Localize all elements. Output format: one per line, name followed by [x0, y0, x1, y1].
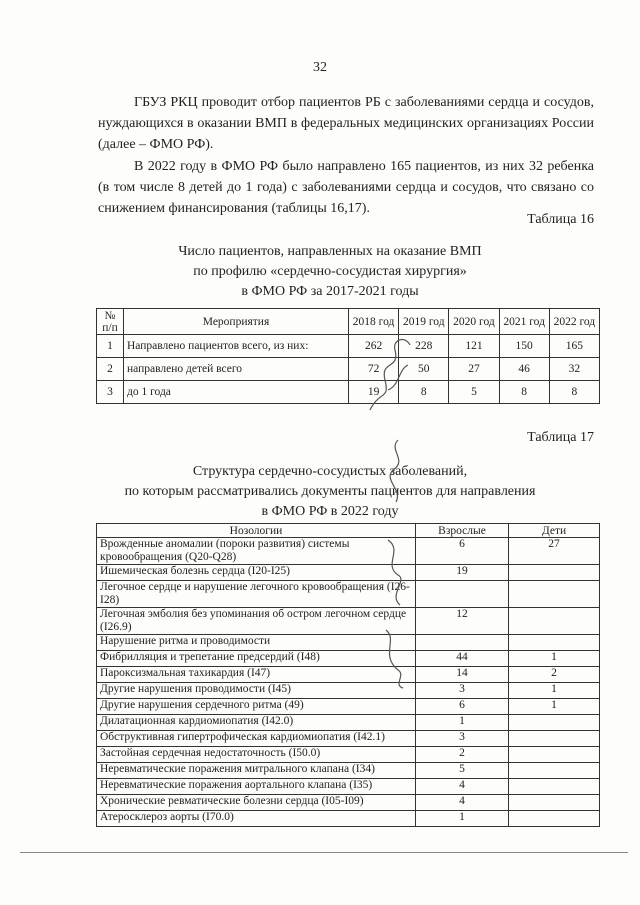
table-row	[97, 779, 600, 795]
children-count: 1	[509, 683, 600, 699]
adults-count: 44	[416, 651, 509, 667]
col-year-header: 2022 год	[549, 309, 599, 335]
table-row	[97, 608, 600, 635]
nosology-name: Нарушение ритма и проводимости	[97, 635, 416, 651]
adults-count: 6	[416, 538, 509, 565]
adults-count: 1	[416, 811, 509, 827]
table-row	[97, 715, 600, 731]
nosology-name: Неревматические поражения митрального клапана (I34)	[97, 763, 416, 779]
table-row	[97, 747, 600, 763]
table-17-title-line: по которым рассматривались документы пациентов для направления	[124, 484, 536, 499]
cell-value: 72	[349, 358, 399, 381]
cell-value: 19	[349, 381, 399, 404]
paragraph-1: ГБУЗ РКЦ проводит отбор пациентов РБ с заболеваниями сердца и сосудов, нуждающихся в оказании ВМП в федеральных медицинских организациях России (далее – ФМО РФ).	[98, 95, 594, 152]
row-name: до 1 года	[124, 381, 349, 404]
children-count: 1	[509, 651, 600, 667]
table-16-title-line: в ФМО РФ за 2017-2021 годы	[241, 284, 419, 299]
table-row	[97, 635, 600, 651]
table-row	[97, 651, 600, 667]
nosology-name: Обструктивная гипертрофическая кардиомиопатия (I42.1)	[97, 731, 416, 747]
cell-value: 27	[449, 358, 499, 381]
col-children-header: Дети	[509, 524, 600, 538]
adults-count	[416, 581, 509, 608]
nosology-name: Фибрилляция и трепетание предсердий (I48)	[97, 651, 416, 667]
children-count	[509, 811, 600, 827]
table-row	[97, 667, 600, 683]
table-16	[96, 308, 600, 404]
nosology-name: Застойная сердечная недостаточность (I50.0)	[97, 747, 416, 763]
cell-value: 262	[349, 335, 399, 358]
table-row	[97, 795, 600, 811]
table-17-title	[60, 462, 600, 522]
row-name: Направлено пациентов всего, из них:	[124, 335, 349, 358]
cell-value: 165	[549, 335, 599, 358]
nosology-name: Другие нарушения проводимости (I45)	[97, 683, 416, 699]
handwritten-signature	[360, 330, 420, 420]
table-row	[97, 565, 600, 581]
adults-count: 3	[416, 683, 509, 699]
nosology-name: Пароксизмальная тахикардия (I47)	[97, 667, 416, 683]
nosology-name: Хронические ревматические болезни сердца (I05-I09)	[97, 795, 416, 811]
cell-value: 46	[499, 358, 549, 381]
table-row	[97, 763, 600, 779]
page-number: 32	[313, 60, 327, 75]
table-17-title-line: в ФМО РФ в 2022 году	[261, 504, 399, 519]
children-count	[509, 608, 600, 635]
cell-value: 32	[549, 358, 599, 381]
children-count: 2	[509, 667, 600, 683]
paragraph-2: В 2022 году в ФМО РФ было направлено 165 пациентов, из них 32 ребенка (в том числе 8 детей до 1 года) с заболеваниями сердца и сосудов, что связано со снижением финансирования (таблицы 16,17).	[98, 159, 594, 216]
children-count	[509, 635, 600, 651]
nosology-name: Легочная эмболия без упоминания об остром легочном сердце (I26.9)	[97, 608, 416, 635]
nosology-name: Ишемическая болезнь сердца (I20-I25)	[97, 565, 416, 581]
nosology-name: Легочное сердце и нарушение легочного кровообращения (I26-I28)	[97, 581, 416, 608]
table-row	[97, 699, 600, 715]
table-row	[97, 538, 600, 565]
adults-count: 12	[416, 608, 509, 635]
nosology-name: Атеросклероз аорты (I70.0)	[97, 811, 416, 827]
col-nosology-header: Нозологии	[97, 524, 416, 538]
adults-count: 5	[416, 763, 509, 779]
children-count	[509, 731, 600, 747]
adults-count: 6	[416, 699, 509, 715]
nosology-name: Неревматические поражения аортального клапана (I35)	[97, 779, 416, 795]
children-count	[509, 779, 600, 795]
col-year-header: 2019 год	[399, 309, 449, 335]
cell-value: 8	[399, 381, 449, 404]
table-row	[97, 683, 600, 699]
adults-count: 14	[416, 667, 509, 683]
table-row	[97, 581, 600, 608]
cell-value: 8	[499, 381, 549, 404]
table-17-label: Таблица 17	[527, 430, 594, 445]
table-row	[97, 811, 600, 827]
col-num-header: № п/п	[97, 309, 124, 335]
adults-count: 4	[416, 795, 509, 811]
nosology-name: Врожденные аномалии (пороки развития) системы кровообращения (Q20-Q28)	[97, 538, 416, 565]
table-17-title-line: Структура сердечно-сосудистых заболеваний,	[192, 464, 468, 479]
children-count	[509, 763, 600, 779]
col-year-header: 2018 год	[349, 309, 399, 335]
cell-value: 8	[549, 381, 599, 404]
table-16-title	[60, 242, 600, 302]
cell-value: 150	[499, 335, 549, 358]
adults-count: 4	[416, 779, 509, 795]
cell-value: 121	[449, 335, 499, 358]
children-count	[509, 715, 600, 731]
cell-value: 228	[399, 335, 449, 358]
cell-value: 5	[449, 381, 499, 404]
adults-count: 2	[416, 747, 509, 763]
children-count: 1	[509, 699, 600, 715]
table-row	[97, 381, 600, 404]
children-count	[509, 795, 600, 811]
row-num: 1	[97, 335, 124, 358]
table-row	[97, 731, 600, 747]
nosology-name: Другие нарушения сердечного ритма (49)	[97, 699, 416, 715]
nosology-name: Дилатационная кардиомиопатия (I42.0)	[97, 715, 416, 731]
children-count	[509, 581, 600, 608]
children-count	[509, 747, 600, 763]
table-row	[97, 335, 600, 358]
row-num: 3	[97, 381, 124, 404]
col-year-header: 2021 год	[499, 309, 549, 335]
col-year-header: 2020 год	[449, 309, 499, 335]
adults-count: 3	[416, 731, 509, 747]
adults-count: 1	[416, 715, 509, 731]
col-adults-header: Взрослые	[416, 524, 509, 538]
table-16-title-line: по профилю «сердечно-сосудистая хирургия»	[193, 264, 467, 279]
row-num: 2	[97, 358, 124, 381]
cell-value: 50	[399, 358, 449, 381]
table-row	[97, 358, 600, 381]
row-name: направлено детей всего	[124, 358, 349, 381]
children-count: 27	[509, 538, 600, 565]
adults-count	[416, 635, 509, 651]
table-16-label: Таблица 16	[527, 212, 594, 227]
table-16-title-line: Число пациентов, направленных на оказание ВМП	[178, 244, 482, 259]
handwritten-signature	[368, 430, 418, 690]
adults-count: 19	[416, 565, 509, 581]
children-count	[509, 565, 600, 581]
footer-divider	[20, 852, 628, 853]
table-17	[96, 523, 600, 827]
col-event-header: Мероприятия	[124, 309, 349, 335]
